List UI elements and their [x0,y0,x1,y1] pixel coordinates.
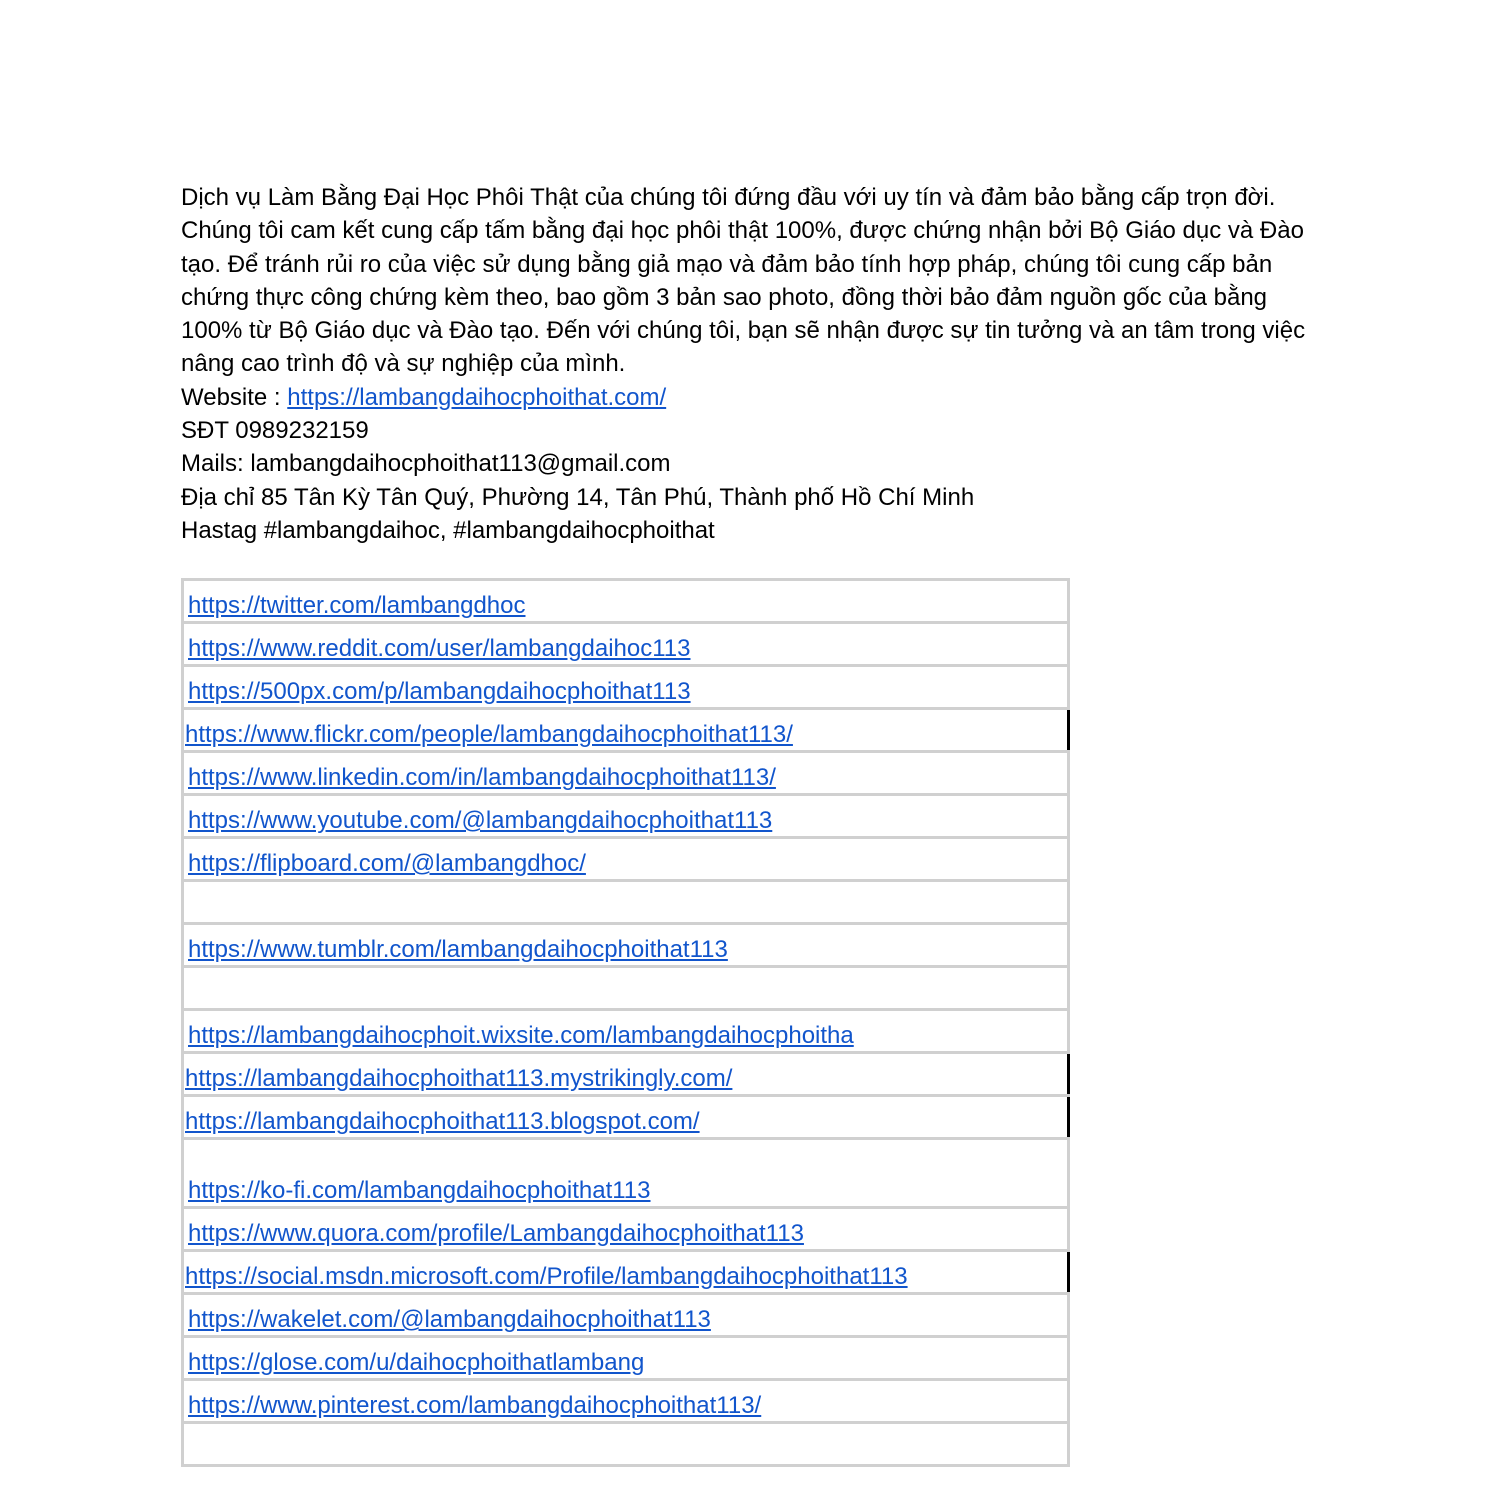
hashtag-line: Hastag #lambangdaihoc, #lambangdaihocphoithat [181,516,715,544]
website-link[interactable]: https://lambangdaihocphoithat.com/ [287,383,667,411]
mail-line: Mails: lambangdaihocphoithat113@gmail.com [181,450,671,478]
link-cell [183,623,1069,666]
link[interactable]: https://social.msdn.microsoft.com/Profile/lambangdaihocphoithat113 [185,1263,908,1290]
table-row [183,795,1069,838]
link-cell [183,1423,1069,1466]
links-table [181,578,1070,1467]
phone-line: SĐT 0989232159 [181,417,369,445]
link[interactable]: https://www.flickr.com/people/lambangdaihocphoithat113/ [185,721,793,748]
link-cell [183,709,1069,752]
link[interactable]: https://www.tumblr.com/lambangdaihocphoithat113 [188,936,728,963]
link[interactable]: https://glose.com/u/daihocphoithatlambang [188,1349,645,1376]
table-row [183,924,1069,967]
link[interactable]: https://lambangdaihocphoithat113.mystrikingly.com/ [185,1065,733,1092]
table-row [183,1337,1069,1380]
table-row [183,709,1069,752]
link[interactable]: https://www.reddit.com/user/lambangdaihoc113 [188,635,691,662]
link-cell [183,752,1069,795]
link[interactable]: https://500px.com/p/lambangdaihocphoithat113 [188,678,691,705]
link-cell [183,1337,1069,1380]
website-line [181,381,1311,414]
link-cell [183,1251,1069,1294]
link-cell [183,1053,1069,1096]
table-row [183,1423,1069,1466]
link-cell [183,1096,1069,1139]
table-row [183,752,1069,795]
link-cell [183,1294,1069,1337]
link-cell [183,1139,1069,1208]
address-line: Địa chỉ 85 Tân Kỳ Tân Quý, Phường 14, Tân Phú, Thành phố Hồ Chí Minh [181,483,975,511]
table-row [183,1380,1069,1423]
table-row [183,1096,1069,1139]
link[interactable]: https://lambangdaihocphoithat113.blogspot.com/ [185,1108,700,1135]
intro-block [181,181,1311,547]
table-row [183,1208,1069,1251]
link[interactable]: https://flipboard.com/@lambangdhoc/ [188,850,586,877]
intro-paragraph: Dịch vụ Làm Bằng Đại Học Phôi Thật của chúng tôi đứng đầu với uy tín và đảm bảo bằng cấp trọn đời. Chúng tôi cam kết cung cấp tấm bằng đại học phôi thật 100%, được chứng nhận bởi Bộ Giáo dục và Đào tạo. Để tránh rủi ro của việc sử dụng bằng giả mạo và đảm bảo tính hợp pháp, chúng tôi cung cấp bản chứng thực công chứng kèm theo, bao gồm 3 bản sao photo, đồng thời bảo đảm nguồn gốc của bằng 100% từ Bộ Giáo dục và Đào tạo. Đến với chúng tôi, bạn sẽ nhận được sự tin tưởng và an tâm trong việc nâng cao trình độ và sự nghiệp của mình. [181,184,1306,378]
link-cell [183,580,1069,623]
link[interactable]: https://www.quora.com/profile/Lambangdaihocphoithat113 [188,1220,804,1247]
website-label: Website : [181,383,288,411]
link-cell [183,1208,1069,1251]
table-row [183,1294,1069,1337]
link-cell [183,924,1069,967]
table-row [183,881,1069,924]
table-row [183,1010,1069,1053]
link[interactable]: https://www.pinterest.com/lambangdaihocphoithat113/ [188,1392,762,1419]
link[interactable]: https://ko-fi.com/lambangdaihocphoithat113 [188,1177,651,1204]
link-cell [183,1010,1069,1053]
link-cell [183,1380,1069,1423]
link[interactable]: https://wakelet.com/@lambangdaihocphoithat113 [188,1306,711,1333]
table-row [183,1251,1069,1294]
table-row [183,580,1069,623]
table-row [183,1139,1069,1208]
table-row [183,967,1069,1010]
table-row [183,838,1069,881]
link-cell [183,795,1069,838]
table-row [183,1053,1069,1096]
link[interactable]: https://lambangdaihocphoit.wixsite.com/lambangdaihocphoitha [188,1022,854,1049]
link[interactable]: https://twitter.com/lambangdhoc [188,592,526,619]
table-row [183,623,1069,666]
link[interactable]: https://www.linkedin.com/in/lambangdaihocphoithat113/ [188,764,776,791]
link-cell [183,881,1069,924]
link-cell [183,838,1069,881]
table-row [183,666,1069,709]
link-cell [183,967,1069,1010]
link[interactable]: https://www.youtube.com/@lambangdaihocphoithat113 [188,807,773,834]
link-cell [183,666,1069,709]
